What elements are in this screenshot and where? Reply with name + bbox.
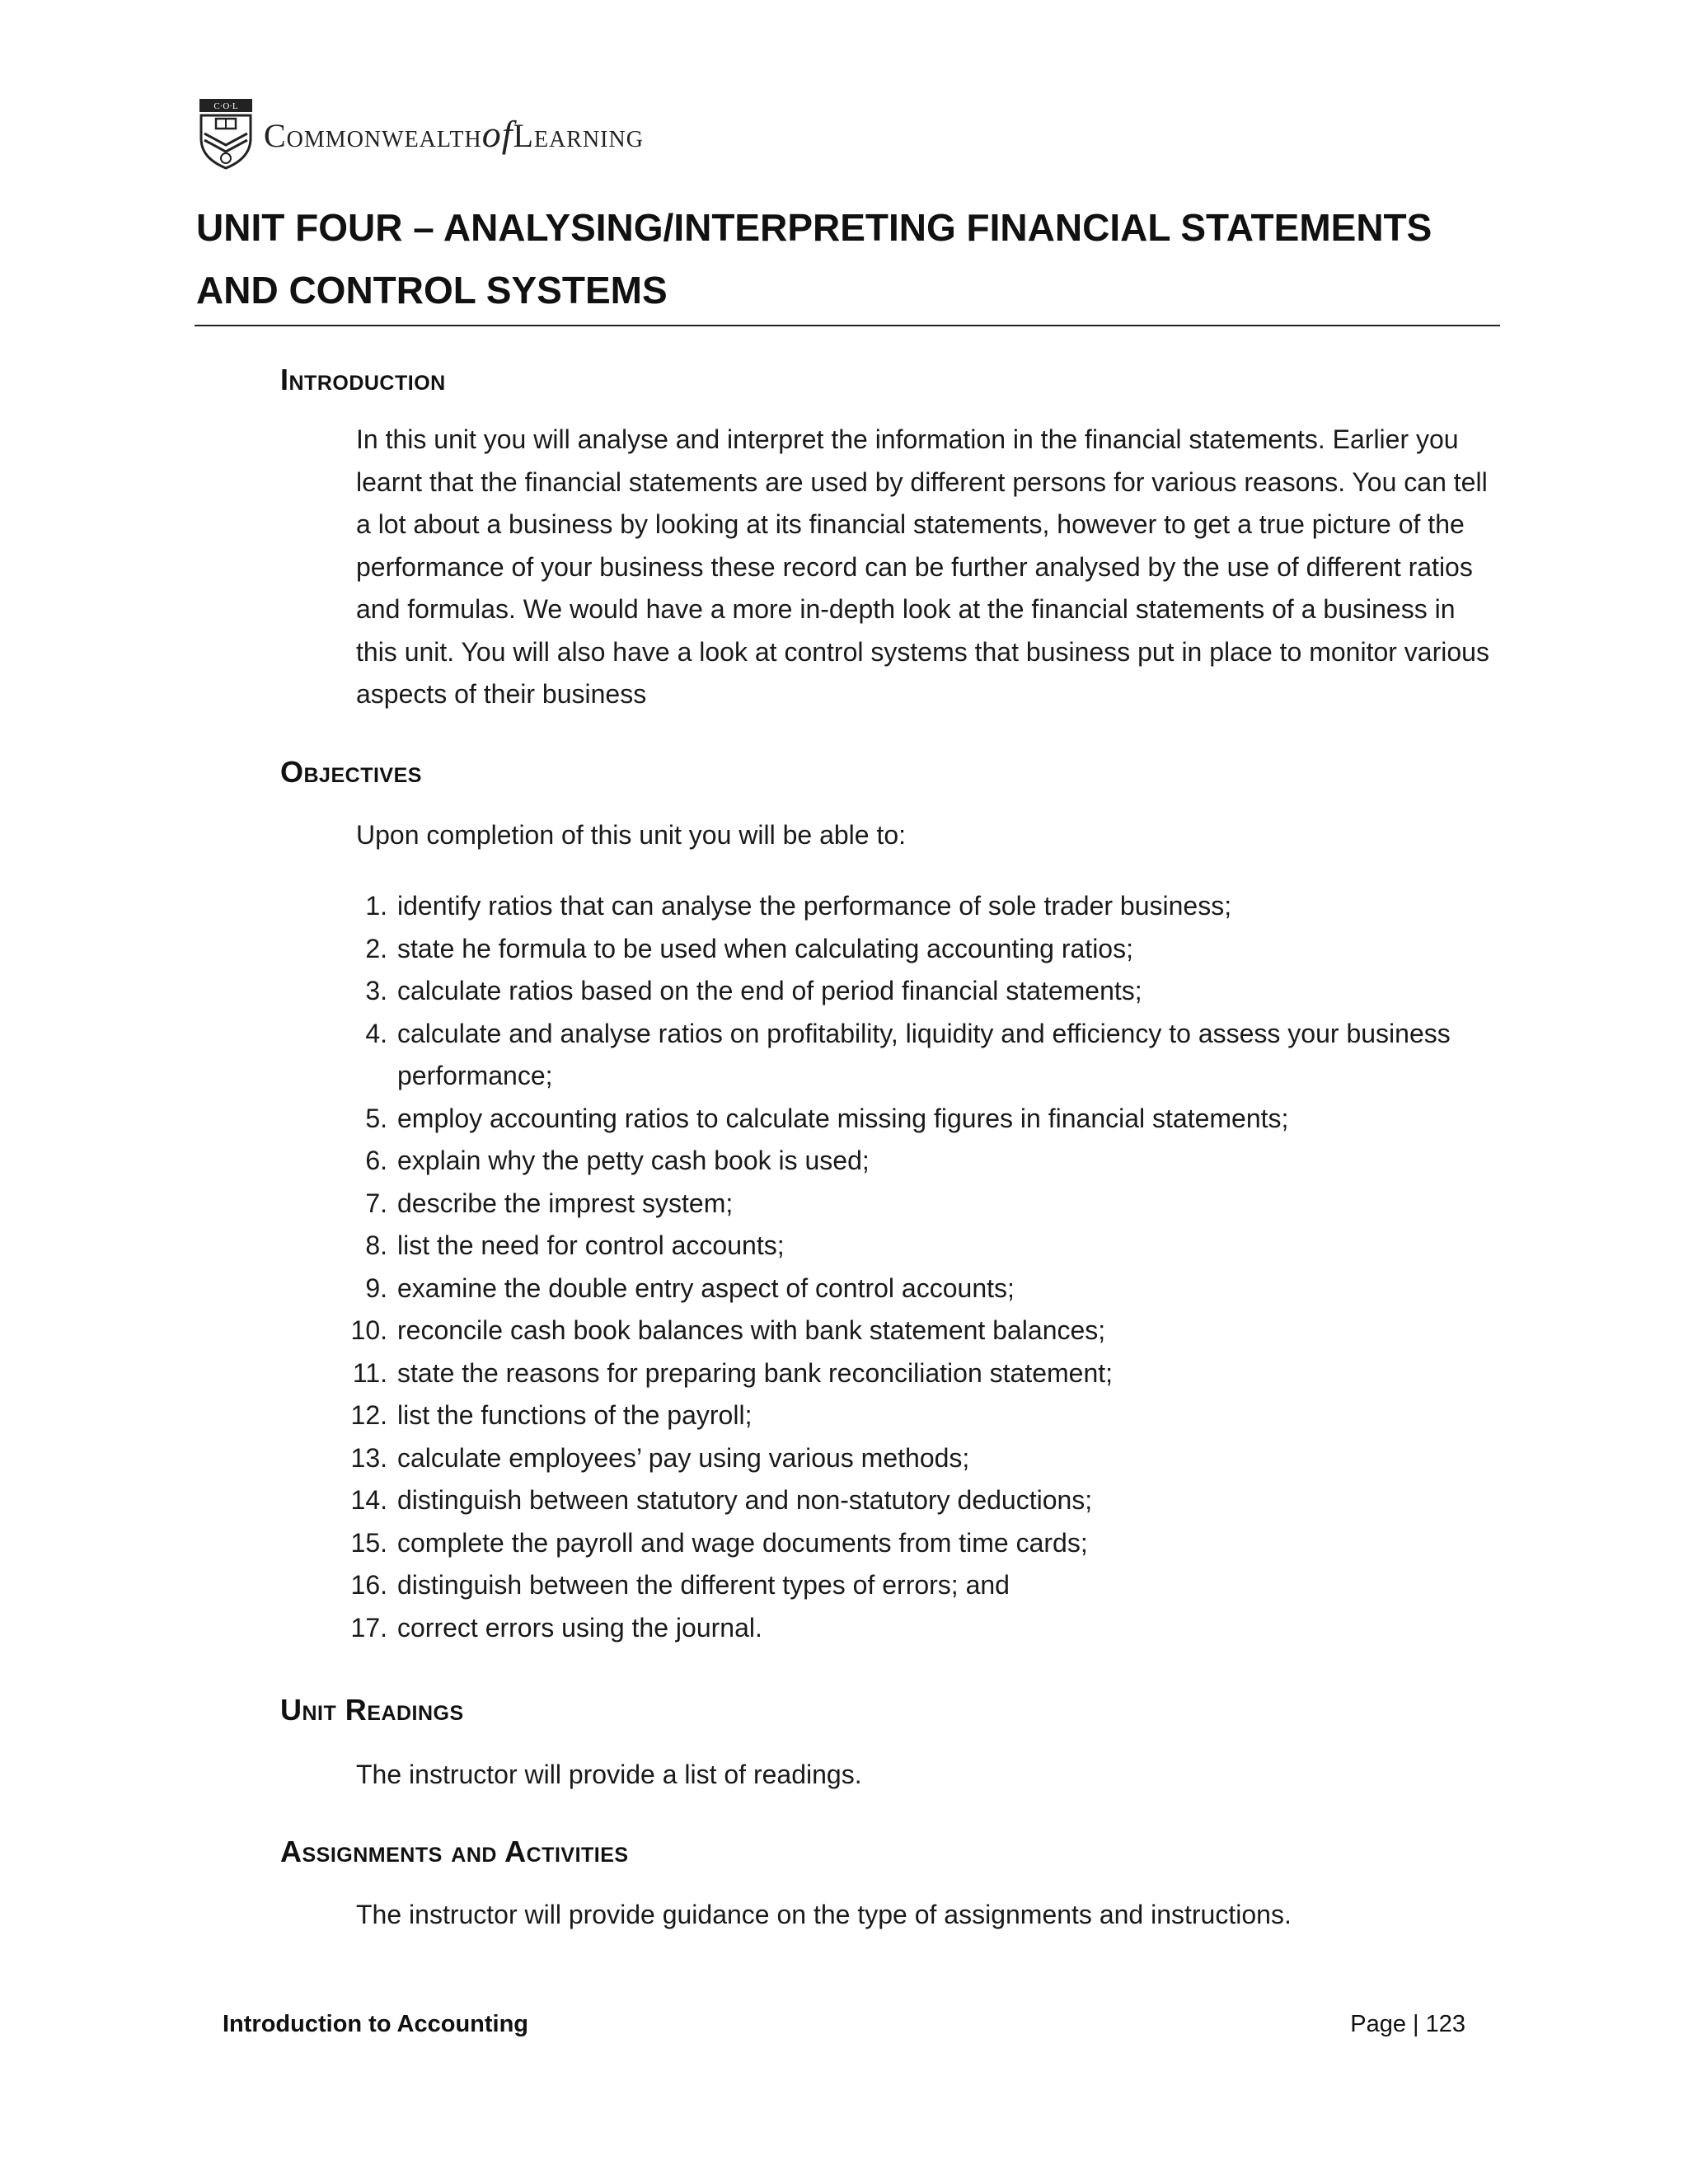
- list-item: [338, 1310, 1508, 1352]
- introduction-heading: Introduction: [280, 363, 446, 396]
- list-item: [338, 1268, 1508, 1310]
- list-item: [338, 1522, 1508, 1565]
- introduction-text: In this unit you will analyse and interpret the information in the financial statements. Earlier you learnt that the financial statements are used by different persons for various reasons. You can tell a lot about a business by looking at its financial statements, however to get a true picture of the performance of your business these record can be further analysed by the use of different ratios and formulas. We would have a more in-depth look at the financial statements of a business in this unit. You will also have a look at control systems that business put in place to monitor various aspects of their business: [356, 424, 1489, 709]
- list-text: calculate ratios based on the end of period financial statements;: [397, 976, 1142, 1005]
- list-number: 1.: [365, 891, 387, 921]
- list-number: 6.: [365, 1146, 387, 1175]
- unit-readings-text: The instructor will provide a list of readings.: [356, 1760, 862, 1789]
- list-text: examine the double entry aspect of control accounts;: [397, 1272, 1015, 1303]
- list-item: [338, 1098, 1508, 1141]
- list-item: [338, 885, 1508, 928]
- list-item: [338, 1225, 1508, 1268]
- list-number: 12.: [350, 1400, 387, 1430]
- list-text: distinguish between statutory and non-statutory deductions;: [397, 1485, 1093, 1515]
- logo-wordmark: CommonwealthofLearning: [264, 112, 644, 155]
- unit-readings-heading: Unit Readings: [280, 1693, 464, 1727]
- list-text: reconcile cash book balances with bank statement balances;: [397, 1315, 1106, 1345]
- col-logo: [196, 97, 644, 170]
- svg-text:C·O·L: C·O·L: [213, 101, 238, 111]
- list-text: calculate and analyse ratios on profitability, liquidity and efficiency to assess your business performance;: [397, 1018, 1451, 1090]
- list-item: [338, 1437, 1508, 1480]
- list-number: 8.: [365, 1230, 387, 1260]
- list-text: correct errors using the journal.: [397, 1612, 762, 1643]
- list-item: [338, 1352, 1508, 1395]
- objectives-list: [338, 885, 1508, 1649]
- objectives-heading: Objectives: [280, 755, 422, 789]
- list-number: 9.: [365, 1272, 387, 1303]
- list-text: employ accounting ratios to calculate missing figures in financial statements;: [397, 1103, 1289, 1133]
- list-text: describe the imprest system;: [397, 1188, 734, 1218]
- list-number: 3.: [365, 976, 387, 1005]
- list-item: [338, 1607, 1508, 1650]
- assignments-text: The instructor will provide guidance on the type of assignments and instructions.: [356, 1900, 1292, 1929]
- list-text: list the functions of the payroll;: [397, 1400, 753, 1430]
- list-text: distinguish between the different types of errors; and: [397, 1570, 1010, 1600]
- list-text: state the reasons for preparing bank reconciliation statement;: [397, 1357, 1114, 1388]
- footer-course-title: Introduction to Accounting: [223, 2011, 529, 2037]
- list-item: [338, 970, 1508, 1013]
- assignments-heading: Assignments and Activities: [280, 1835, 629, 1868]
- list-item: [338, 1564, 1508, 1607]
- list-text: identify ratios that can analyse the performance of sole trader business;: [397, 891, 1232, 921]
- list-text: complete the payroll and wage documents from time cards;: [397, 1527, 1088, 1558]
- list-item: [338, 1183, 1508, 1226]
- list-number: 10.: [350, 1315, 387, 1345]
- list-item: [338, 1140, 1508, 1183]
- list-text: explain why the petty cash book is used;: [397, 1146, 870, 1175]
- list-number: 7.: [365, 1188, 387, 1218]
- list-item: [338, 1479, 1508, 1522]
- objectives-lead: Upon completion of this unit you will be able to:: [356, 820, 907, 850]
- list-number: 2.: [365, 933, 387, 963]
- list-number: 11.: [352, 1357, 387, 1388]
- list-number: 17.: [350, 1612, 387, 1643]
- list-number: 14.: [350, 1485, 387, 1515]
- list-text: state he formula to be used when calculating accounting ratios;: [397, 933, 1133, 963]
- list-number: 15.: [350, 1527, 387, 1558]
- list-item: [338, 1394, 1508, 1437]
- list-number: 16.: [350, 1570, 387, 1600]
- list-item: [338, 928, 1508, 971]
- list-text: list the need for control accounts;: [397, 1230, 785, 1260]
- list-text: calculate employees’ pay using various methods;: [397, 1442, 970, 1473]
- unit-title: UNIT FOUR – ANALYSING/INTERPRETING FINANCIAL STATEMENTS AND CONTROL SYSTEMS: [196, 206, 1432, 312]
- list-number: 13.: [350, 1442, 387, 1473]
- shield-crest-icon: [196, 97, 256, 170]
- title-divider: [195, 325, 1500, 326]
- list-item: [338, 1013, 1508, 1098]
- list-number: 5.: [365, 1103, 387, 1133]
- footer-page-number: Page | 123: [1350, 2011, 1465, 2037]
- list-number: 4.: [365, 1018, 387, 1048]
